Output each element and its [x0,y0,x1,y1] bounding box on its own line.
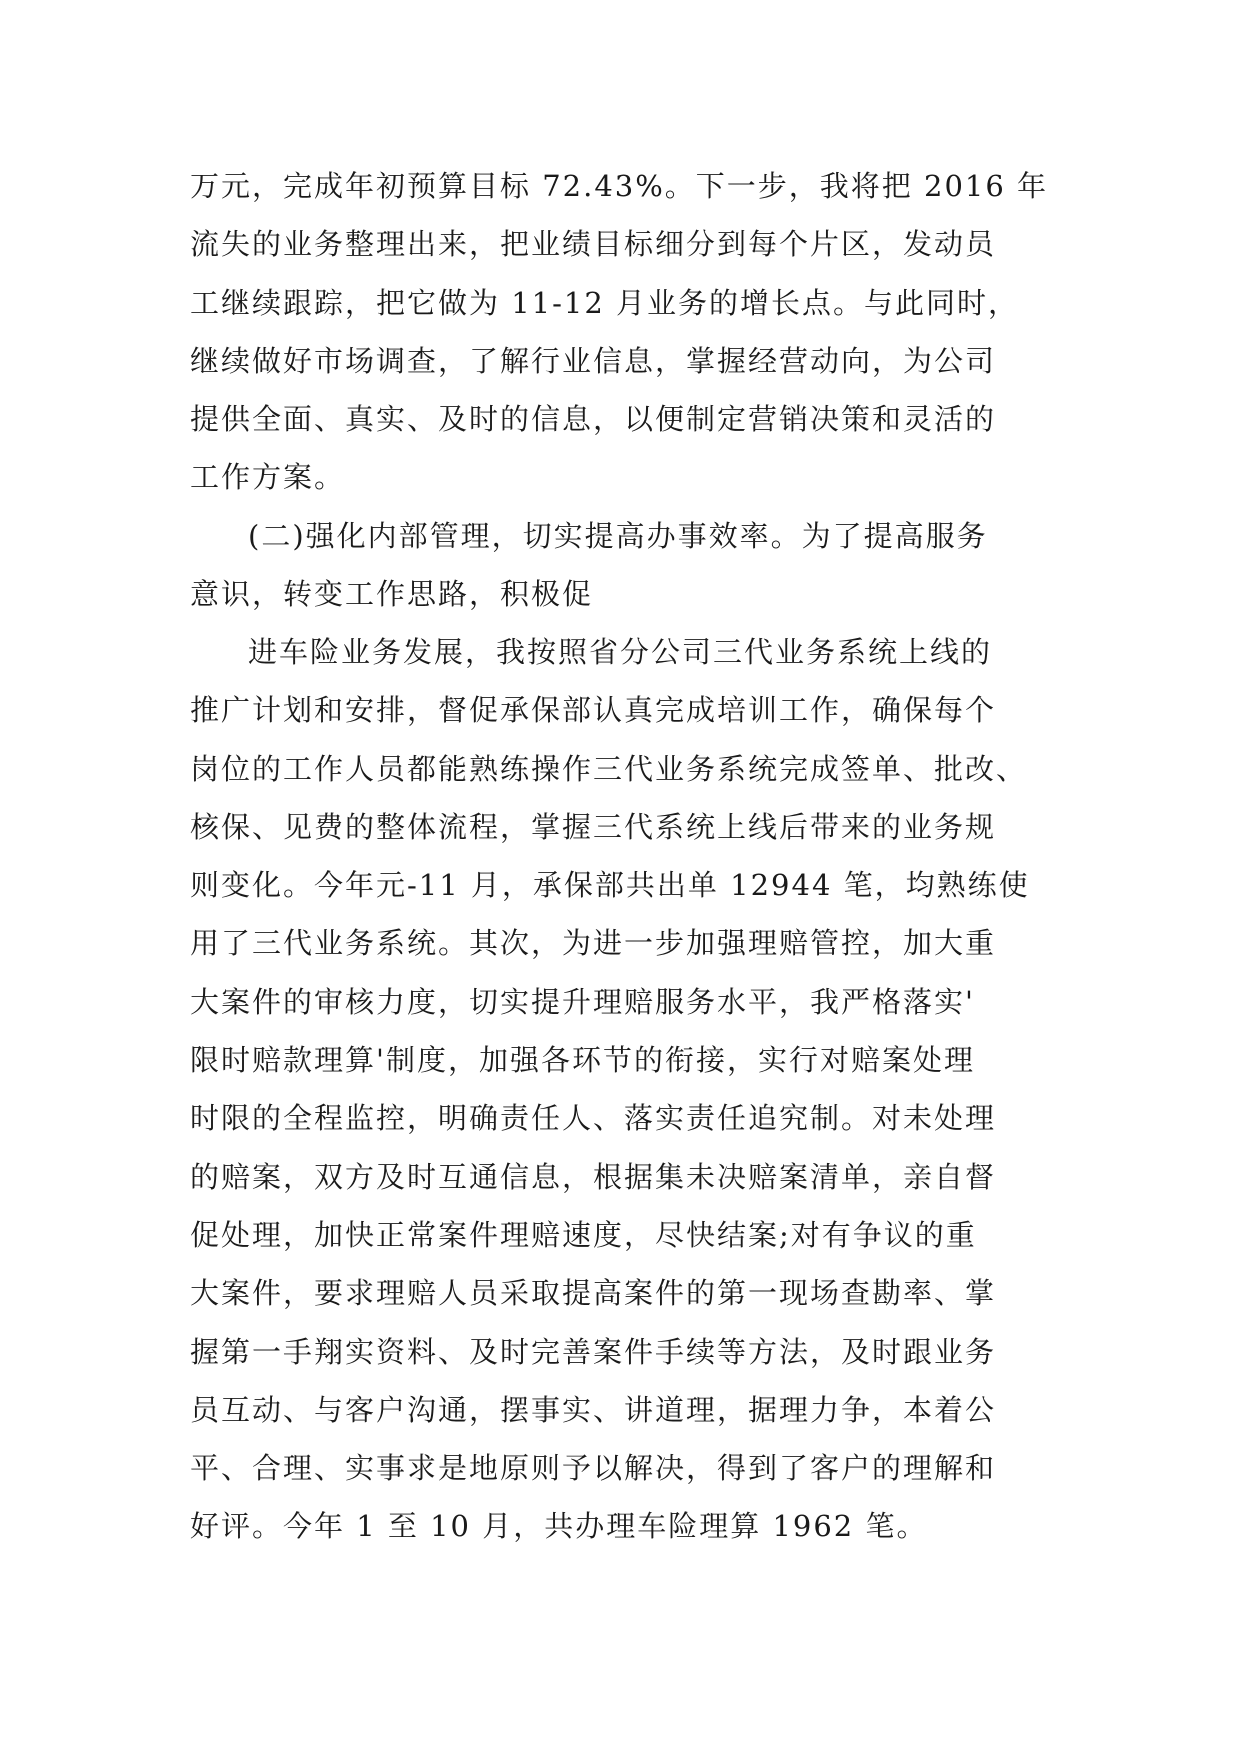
text-line: 工作方案。 [190,460,346,495]
paragraph-budget-plan [190,157,1070,507]
text-line: 流失的业务整理出来，把业绩目标细分到每个片区，发动员 [190,227,997,262]
text-line: 岗位的工作人员都能熟练操作三代业务系统完成签单、批改、 [190,751,1028,786]
text-line: 握第一手翔实资料、及时完善案件手续等方法，及时跟业务 [190,1334,997,1369]
text-line: 推广计划和安排，督促承保部认真完成培训工作，确保每个 [190,693,997,728]
paragraph-internal-management [190,507,1070,624]
text-line: 提供全面、真实、及时的信息，以便制定营销决策和灵活的 [190,402,997,437]
text-line: (二)强化内部管理，切实提高办事效率。为了提高服务 [248,519,988,553]
text-line: 促处理，加快正常案件理赔速度，尽快结案;对有争议的重 [190,1217,977,1252]
text-line: 工继续跟踪，把它做为 11-12 月业务的增长点。与此同时， [190,285,1020,320]
paragraph-claims-management [190,623,1070,1556]
text-line: 的赔案，双方及时互通信息，根据集未决赔案清单，亲自督 [190,1159,997,1194]
text-line: 大案件，要求理赔人员采取提高案件的第一现场查勘率、掌 [190,1276,997,1311]
text-line: 则变化。今年元-11 月，承保部共出单 12944 笔，均熟练使 [190,868,1030,903]
text-line: 意识，转变工作思路，积极促 [190,577,594,612]
text-line: 时限的全程监控，明确责任人、落实责任追究制。对未处理 [190,1101,997,1136]
text-line: 进车险业务发展，我按照省分公司三代业务系统上线的 [248,635,993,669]
text-line: 限时赔款理算'制度，加强各环节的衔接，实行对赔案处理 [190,1043,975,1078]
text-line: 大案件的审核力度，切实提升理赔服务水平，我严格落实' [190,984,975,1019]
text-line: 用了三代业务系统。其次，为进一步加强理赔管控，加大重 [190,926,997,961]
text-line: 平、合理、实事求是地原则予以解决，得到了客户的理解和 [190,1451,997,1486]
text-line: 员互动、与客户沟通，摆事实、讲道理，据理力争，本着公 [190,1392,997,1427]
text-line: 继续做好市场调查，了解行业信息，掌握经营动向，为公司 [190,343,997,378]
text-line: 核保、见费的整体流程，掌握三代系统上线后带来的业务规 [190,809,997,844]
text-line: 好评。今年 1 至 10 月，共办理车险理算 1962 笔。 [190,1509,928,1544]
text-line: 万元，完成年初预算目标 72.43%。下一步，我将把 2016 年 [190,169,1049,203]
